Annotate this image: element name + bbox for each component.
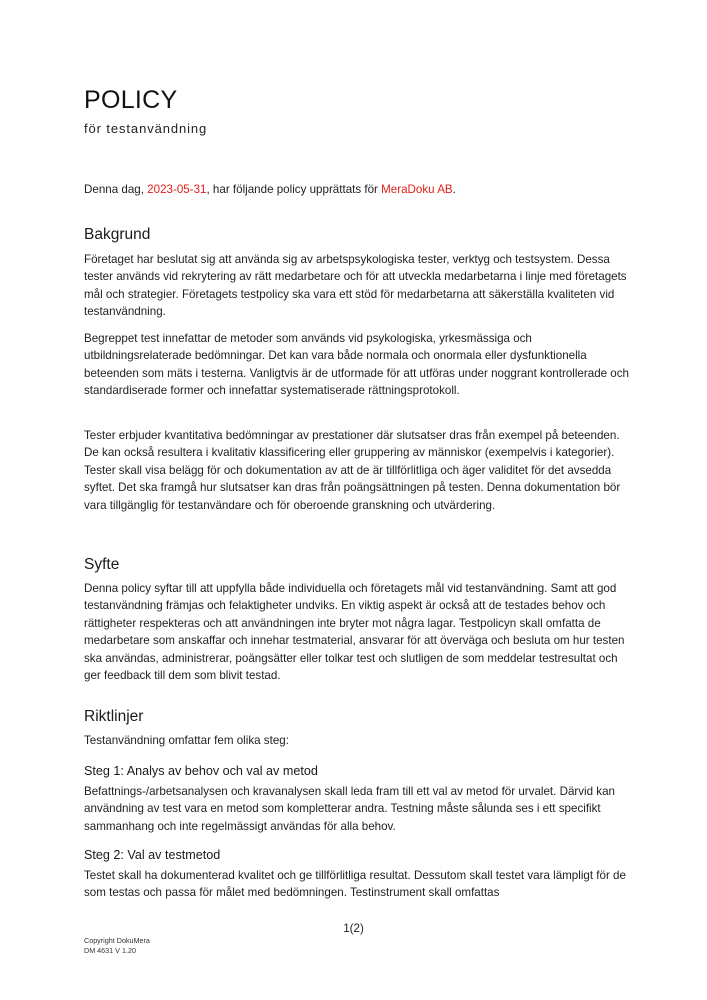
- policy-date: 2023-05-31: [147, 183, 207, 196]
- footer: [84, 936, 150, 956]
- heading-riktlinjer: Riktlinjer: [84, 708, 144, 725]
- heading-syfte: Syfte: [84, 556, 120, 573]
- intro-text-middle: , har följande policy upprättats för: [206, 183, 382, 196]
- heading-bakgrund: Bakgrund: [84, 226, 151, 243]
- bakgrund-paragraph-1: Företaget har beslutat sig att använda sig av arbetspsykologiska tester, verktyg och testsystem. Dessa tester används vid rekrytering av rätt medarbetare och för att utveckla medarbetarna i linje med företagets mål och strategier. Företagets testpolicy ska vara ett stöd för medarbetarna att säkerställa kvaliteten vid testanvändning.: [84, 253, 627, 319]
- steg-2-paragraph: Testet skall ha dokumenterad kvalitet och ge tillförlitliga resultat. Dessutom skall testet vara lämpligt för de som testas och passa för målet med bedömningen. Testinstrument skall omfattas: [84, 869, 626, 900]
- page-number: 1(2): [343, 922, 364, 935]
- syfte-paragraph: Denna policy syftar till att uppfylla både individuella och företagets mål vid testanvändning. Samt att god testanvändning främjas och felaktigheter undviks. En viktig aspekt är också att de testades behov och rättigheter respekteras och att användningen inte bryter mot några lagar. Testpolicyn skall omfatta de medarbetare som anskaffar och innehar testmaterial, ansvarar för att överväga och besluta om hur testen ska användas, administrerar, poängsätter eller tolkar test och slutligen de som meddelar testresultat och ger feedback till dem som blivit testad.: [84, 582, 625, 683]
- steg-1-paragraph: Befattnings-/arbetsanalysen och kravanalysen skall leda fram till ett val av metod för urvalet. Därvid kan användning av test vara en metod som kompletterar andra. Testning måste sålunda ses i ett specifikt sammanhang och inte regelmässigt användas för alla behov.: [84, 785, 615, 833]
- bakgrund-paragraph-2: Begreppet test innefattar de metoder som används vid psykologiska, yrkesmässiga och utbildningsrelaterade bedömningar. Det kan vara både normala och onormala eller dysfunktionella beteenden som mäts i testerna. Vanligtvis är de utformade för att utföras under noggrant kontrollerade och standardiserade former och innefattar systematiserade rättningsprotokoll.: [84, 332, 630, 398]
- riktlinjer-intro: Testanvändning omfattar fem olika steg:: [84, 734, 289, 747]
- intro-sentence: [84, 181, 624, 198]
- intro-text-after: .: [452, 183, 456, 196]
- bakgrund-paragraph-3: Tester erbjuder kvantitativa bedömningar av prestationer där slutsatser dras från exempel på beteenden. De kan också resultera i kvalitativ klassificering eller gruppering av människor (exempelvis i kategorier). Tester skall visa belägg för och dokumentation av att de är tillförlitliga och äger validitet för det avsedda syftet. Det ska framgå hur slutsatser kan dras från poängsättningen på testen. Denna dokumentation bör vara tillgänglig för testanvändare och för oberoende granskning och utvärdering.: [84, 429, 621, 512]
- page-title: POLICY: [84, 86, 178, 114]
- page-subtitle: för testanvändning: [84, 121, 208, 136]
- footer-copyright: Copyright DokuMera: [84, 936, 150, 945]
- heading-steg-1: Steg 1: Analys av behov och val av metod: [84, 764, 318, 778]
- company-name: MeraDoku AB: [381, 183, 453, 196]
- heading-steg-2: Steg 2: Val av testmetod: [84, 848, 221, 862]
- intro-text-before: Denna dag,: [84, 183, 148, 196]
- footer-doc-id: DM 4631 V 1.20: [84, 946, 136, 955]
